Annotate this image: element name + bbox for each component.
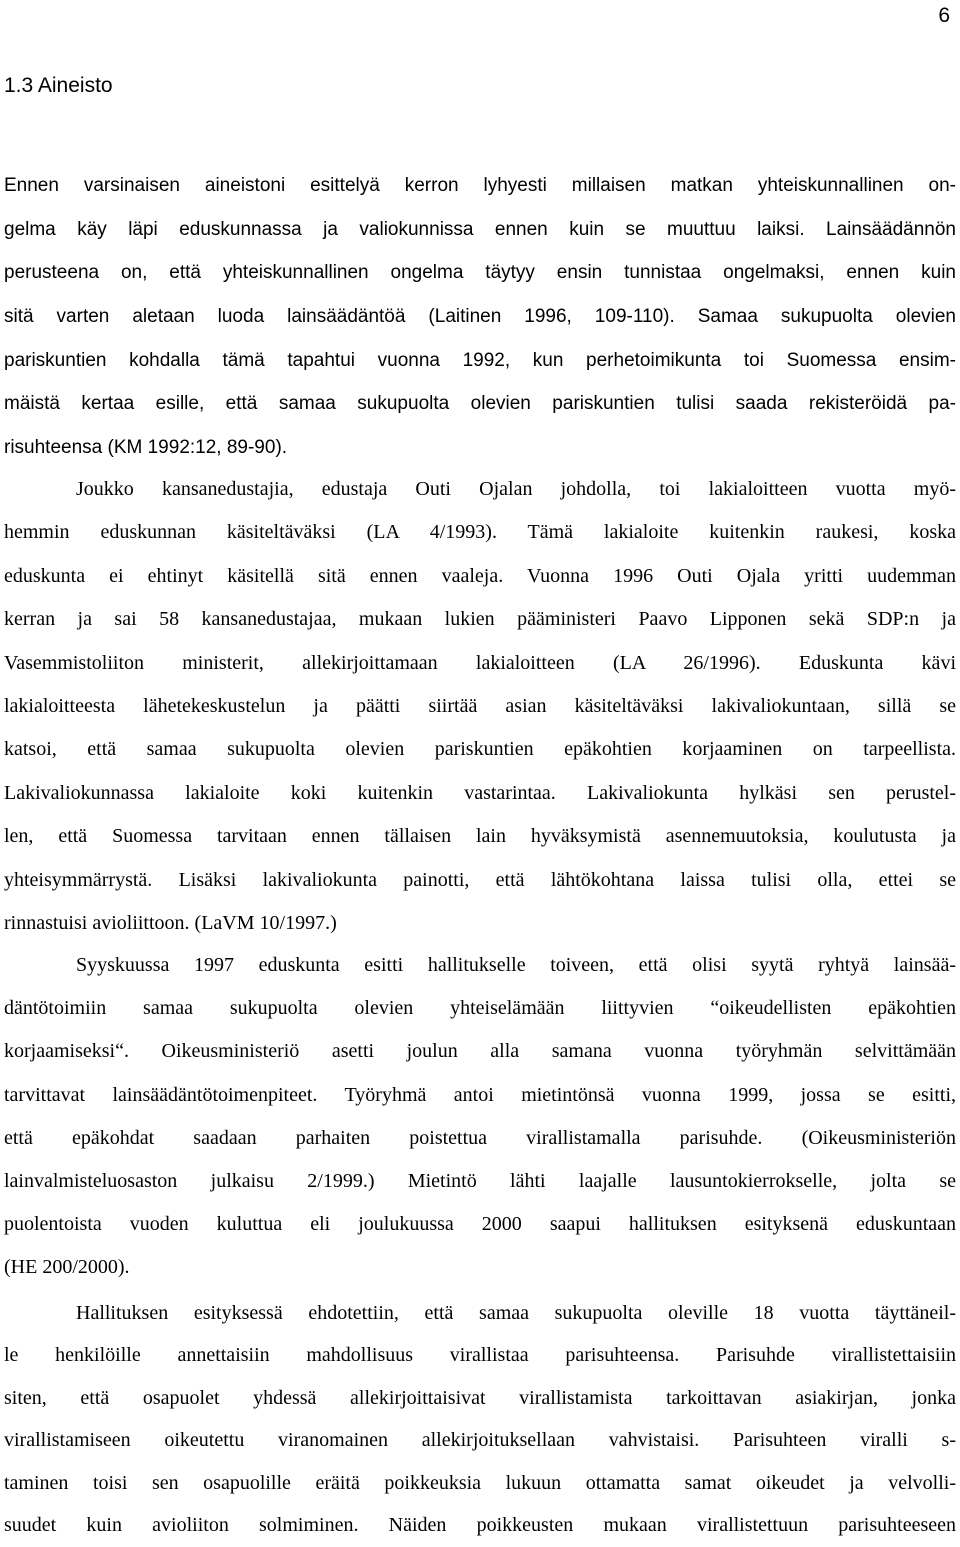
text-line: (HE 200/2000). bbox=[4, 1256, 130, 1279]
text-line: le henkilöille annettaisiin mahdollisuus virallistaa parisuhteensa. Parisuhde virallistettaisiin bbox=[4, 1344, 956, 1367]
page-number: 6 bbox=[938, 4, 950, 27]
text-line: katsoi, että samaa sukupuolta olevien pariskuntien epäkohtien korjaaminen on tarpeellista. bbox=[4, 738, 956, 761]
text-line: Lakivaliokunnassa lakialoite koki kuitenkin vastarintaa. Lakivaliokunta hylkäsi sen perustel- bbox=[4, 781, 956, 804]
text-line: virallistamiseen oikeutettu viranomainen allekirjoituksellaan vahvistaisi. Parisuhteen viralli s- bbox=[4, 1429, 956, 1452]
text-line: että epäkohdat saadaan parhaiten poistettua virallistamalla parisuhde. (Oikeusministeriön bbox=[4, 1126, 956, 1149]
text-line: lakialoitteesta lähetekeskustelun ja päätti siirtää asian käsiteltäväksi lakivaliokuntaan, sillä se bbox=[4, 694, 956, 717]
text-line: Joukko kansanedustajia, edustaja Outi Ojalan johdolla, toi lakialoitteen vuotta myö- bbox=[76, 478, 956, 500]
text-line: Ennen varsinaisen aineistoni esittelyä kerron lyhyesti millaisen matkan yhteiskunnallinen on- bbox=[4, 175, 956, 196]
text-line: Syyskuussa 1997 eduskunta esitti hallitukselle toiveen, että olisi syytä ryhtyä lainsää- bbox=[76, 954, 956, 976]
text-line: puolentoista vuoden kuluttua eli joulukuussa 2000 saapui hallituksen esityksenä eduskuntaan bbox=[4, 1213, 956, 1236]
text-line: gelma käy läpi eduskunnassa ja valiokunnissa ennen kuin se muuttuu laiksi. Lainsäädännön bbox=[4, 218, 956, 240]
text-line: suudet kuin avioliiton solmiminen. Näiden poikkeusten mukaan virallistettuun parisuhteeseen bbox=[4, 1513, 956, 1536]
text-line: mäistä kertaa esille, että samaa sukupuolta olevien pariskuntien tulisi saada rekisteröidä pa- bbox=[4, 393, 956, 415]
paragraph-intro bbox=[4, 164, 956, 470]
text-line: hemmin eduskunnan käsiteltäväksi (LA 4/1993). Tämä lakialoite kuitenkin raukesi, koska bbox=[4, 521, 956, 544]
text-line: lainvalmisteluosaston julkaisu 2/1999.) Mietintö lähti laajalle lausuntokierrokselle, jolta se bbox=[4, 1169, 956, 1192]
paragraph-ojala-initiative bbox=[4, 468, 956, 945]
text-line: taminen toisi sen osapuolille eräitä poikkeuksia lukuun ottamatta samat oikeudet ja velvolli- bbox=[4, 1471, 956, 1494]
text-line: pariskuntien kohdalla tämä tapahtui vuonna 1992, kun perhetoimikunta toi Suomessa ensim- bbox=[4, 349, 956, 371]
text-line: tarvittavat lainsäädäntötoimenpiteet. Työryhmä antoi mietintönsä vuonna 1999, jossa se esitti, bbox=[4, 1083, 956, 1106]
text-line: korjaamiseksi“. Oikeusministeriö asetti joulun alla samana vuonna työryhmän selvittämään bbox=[4, 1040, 956, 1063]
text-line: eduskunta ei ehtinyt käsitellä sitä ennen vaaleja. Vuonna 1996 Outi Ojala yritti uudemman bbox=[4, 564, 956, 587]
text-line: perusteena on, että yhteiskunnallinen ongelma täytyy ensin tunnistaa ongelmaksi, ennen kuin bbox=[4, 262, 956, 284]
text-line: rinnastuisi avioliittoon. (LaVM 10/1997.) bbox=[4, 911, 337, 934]
text-line: Vasemmistoliiton ministerit, allekirjoittamaan lakialoitteen (LA 26/1996). Eduskunta kävi bbox=[4, 651, 956, 674]
text-line: risuhteensa (KM 1992:12, 89-90). bbox=[4, 437, 288, 459]
text-line: kerran ja sai 58 kansanedustajaa, mukaan lukien pääministeri Paavo Lipponen sekä SDP:n ja bbox=[4, 608, 956, 631]
paragraph-working-group bbox=[4, 944, 956, 1290]
text-line: siten, että osapuolet yhdessä allekirjoittaisivat virallistamista tarkoittavan asiakirjan, jonka bbox=[4, 1386, 956, 1409]
text-line: Hallituksen esityksessä ehdotettiin, että samaa sukupuolta oleville 18 vuotta täyttäneil- bbox=[76, 1302, 956, 1324]
text-line: däntötoimiin samaa sukupuolta olevien yhteiselämään liittyvien “oikeudellisten epäkohtien bbox=[4, 997, 956, 1020]
section-heading: 1.3 Aineisto bbox=[4, 74, 113, 97]
text-line: yhteisymmärrystä. Lisäksi lakivaliokunta painotti, että lähtökohtana laissa tulisi olla, ettei se bbox=[4, 868, 956, 891]
text-line: len, että Suomessa tarvitaan ennen tällaisen lain hyväksymistä asennemuutoksia, koulutusta ja bbox=[4, 825, 956, 848]
text-line: sitä varten aletaan luoda lainsäädäntöä (Laitinen 1996, 109-110). Samaa sukupuolta olevien bbox=[4, 306, 956, 328]
paragraph-government-proposal bbox=[4, 1292, 956, 1546]
